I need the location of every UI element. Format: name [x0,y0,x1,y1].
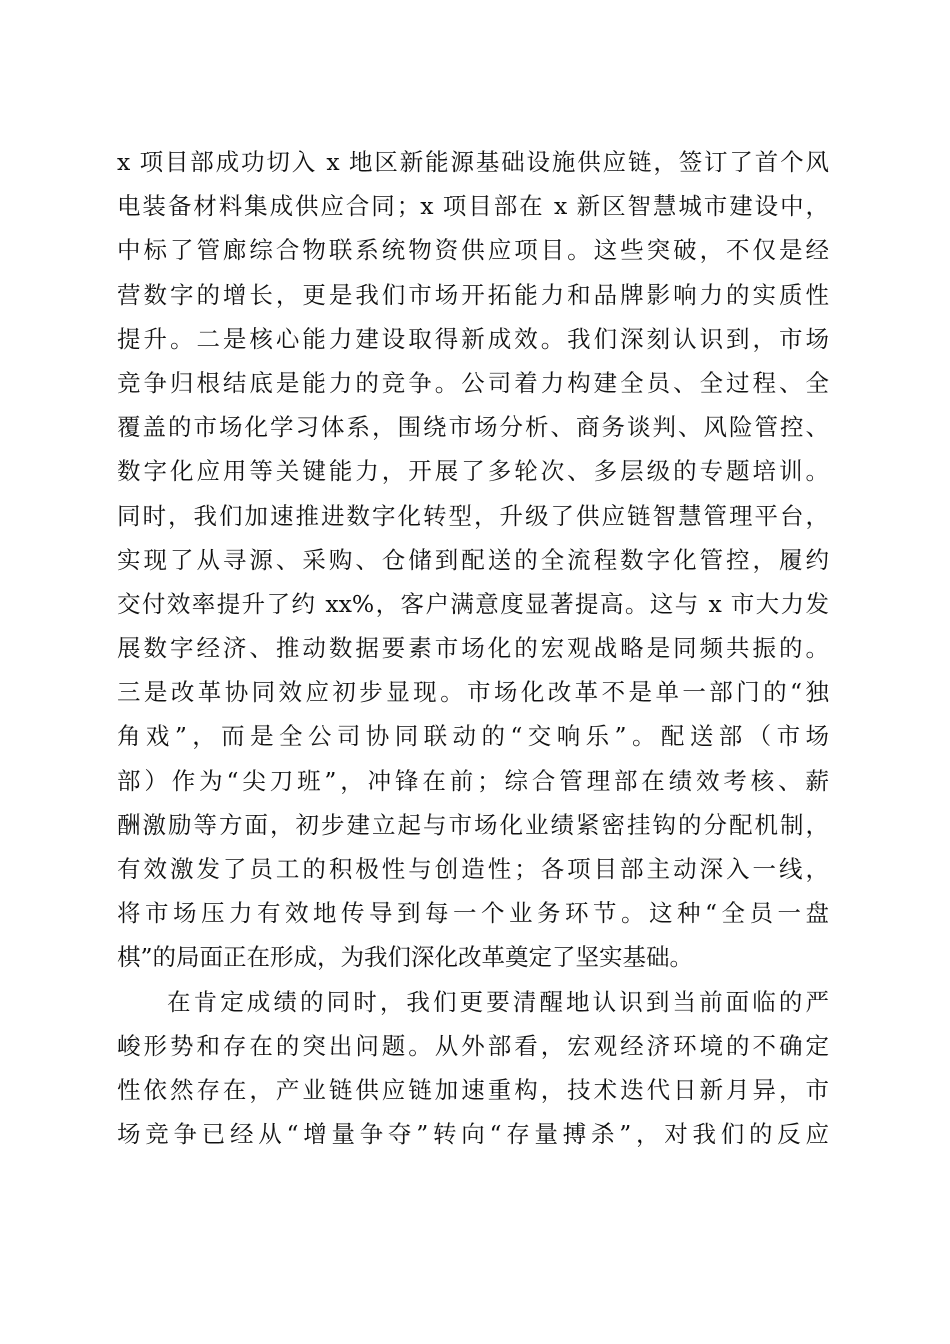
text-line: 峻形势和存在的突出问题。从外部看，宏观经济环境的不确定 [117,1031,829,1060]
text-line: 酬激励等方面，初步建立起与市场化业绩紧密挂钩的分配机制， [117,810,829,839]
paragraph-start-line: 在肯定成绩的同时，我们更要清醒地认识到当前面临的严 [167,987,829,1016]
paragraph-end-line: 棋”的局面正在形成，为我们深化改革奠定了坚实基础。 [117,943,694,972]
text-line: 同时，我们加速推进数字化转型，升级了供应链智慧管理平台， [117,501,829,530]
text-line: x 项目部成功切入 x 地区新能源基础设施供应链，签订了首个风 [117,148,829,176]
text-line: 数字化应用等关键能力，开展了多轮次、多层级的专题培训。 [117,457,829,486]
text-line: 交付效率提升了约 xx%，客户满意度显著提高。这与 x 市大力发 [117,589,829,618]
text-line: 性依然存在，产业链供应链加速重构，技术迭代日新月异，市 [117,1075,829,1104]
text-line: 有效激发了员工的积极性与创造性；各项目部主动深入一线， [117,855,829,883]
text-line: 营数字的增长，更是我们市场开拓能力和品牌影响力的实质性 [117,280,829,309]
text-line: 覆盖的市场化学习体系，围绕市场分析、商务谈判、风险管控、 [117,413,829,442]
text-line: 电装备材料集成供应合同；x 项目部在 x 新区智慧城市建设中， [117,192,829,221]
text-line: 提升。二是核心能力建设取得新成效。我们深刻认识到，市场 [117,324,829,353]
text-line: 三是改革协同效应初步显现。市场化改革不是单一部门的“独 [117,678,829,707]
body-text [117,140,829,1156]
text-line: 场竞争已经从“增量争夺”转向“存量搏杀”，对我们的反应 [117,1120,829,1149]
text-line: 展数字经济、推动数据要素市场化的宏观战略是同频共振的。 [117,634,829,663]
text-line: 将市场压力有效地传导到每一个业务环节。这种“全员一盘 [117,899,829,928]
text-line: 实现了从寻源、采购、仓储到配送的全流程数字化管控，履约 [117,545,829,574]
text-line: 竞争归根结底是能力的竞争。公司着力构建全员、全过程、全 [117,368,829,397]
text-line: 角戏”，而是全公司协同联动的“交响乐”。配送部（市场 [117,722,829,751]
text-line: 中标了管廊综合物联系统物资供应项目。这些突破，不仅是经 [117,236,829,265]
text-line: 部）作为“尖刀班”，冲锋在前；综合管理部在绩效考核、薪 [117,766,829,795]
